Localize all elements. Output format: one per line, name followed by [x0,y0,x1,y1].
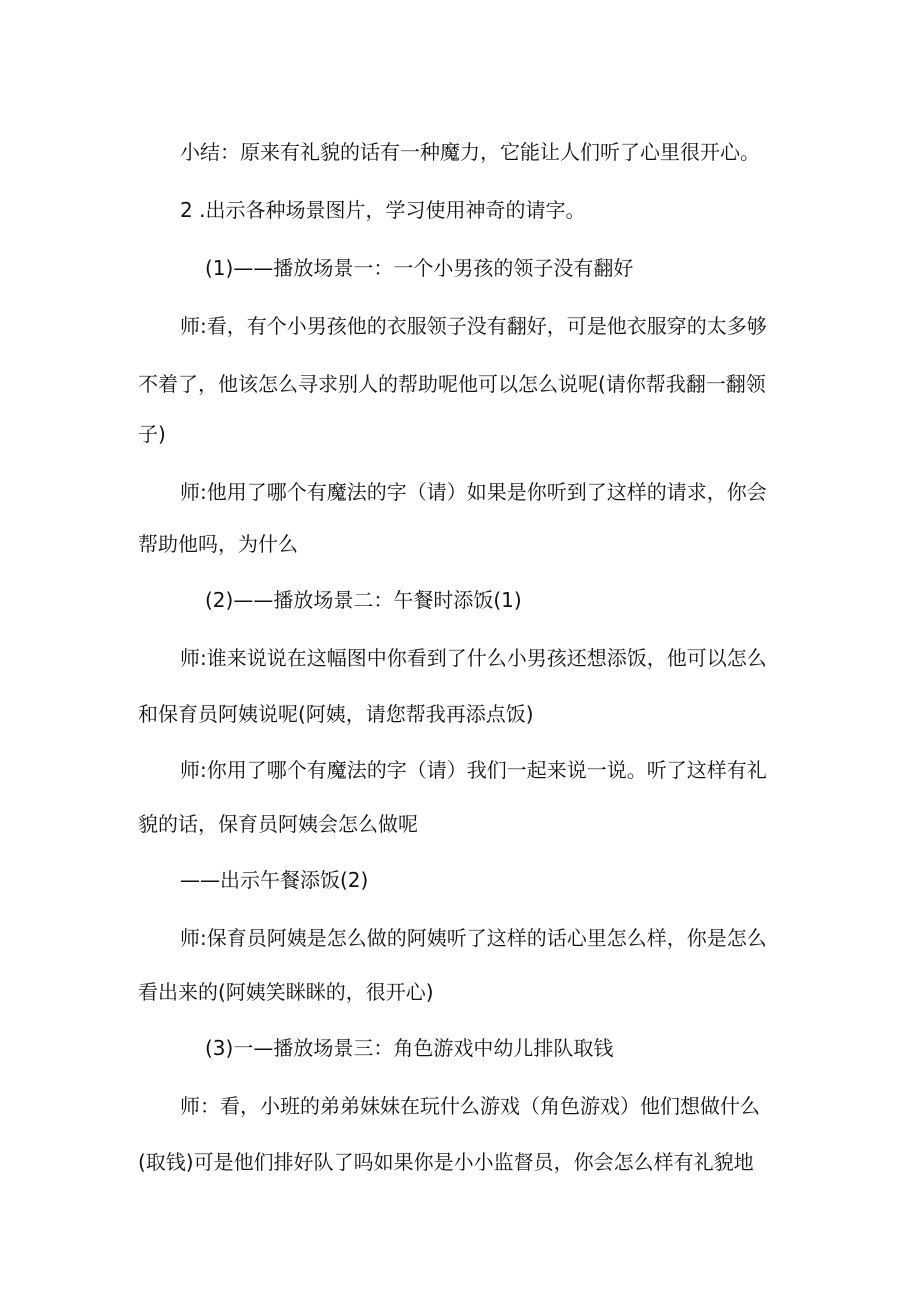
paragraph-line: 子) [138,422,166,446]
scene-3-heading: (3)一—播放场景三：角色游戏中幼儿排队取钱 [205,1036,614,1060]
scene-1-heading: (1)——播放场景一：一个小男孩的领子没有翻好 [205,256,634,280]
paragraph-line: 帮助他吗，为什么 [138,532,298,556]
paragraph-line: 师:保育员阿姨是怎么做的阿姨听了这样的话心里怎么样，你是怎么 [180,926,767,950]
paragraph-line: 师:你用了哪个有魔法的字（请）我们一起来说一说。听了这样有礼 [180,758,767,782]
paragraph-line: (取钱)可是他们排好队了吗如果你是小小监督员，你会怎么样有礼貌地 [138,1150,754,1174]
paragraph-line: 貌的话，保育员阿姨会怎么做呢 [138,812,418,836]
scene-2b-heading: ——出示午餐添饭(2) [180,868,369,892]
paragraph-line: 师:看，有个小男孩他的衣服领子没有翻好，可是他衣服穿的太多够 [180,314,767,338]
step-2-heading: 2 .出示各种场景图片，学习使用神奇的请字。 [180,198,586,222]
paragraph-line: 不着了，他该怎么寻求别人的帮助呢他可以怎么说呢(请你帮我翻一翻领 [138,372,766,396]
paragraph-line: 师:他用了哪个有魔法的字（请）如果是你听到了这样的请求，你会 [180,480,767,504]
paragraph-line: 师：看，小班的弟弟妹妹在玩什么游戏（角色游戏）他们想做什么 [180,1094,760,1118]
summary-line: 小结：原来有礼貌的话有一种魔力，它能让人们听了心里很开心。 [180,140,760,164]
paragraph-line: 和保育员阿姨说呢(阿姨，请您帮我再添点饭) [138,702,534,726]
paragraph-line: 看出来的(阿姨笑眯眯的，很开心) [138,980,434,1004]
paragraph-line: 师:谁来说说在这幅图中你看到了什么小男孩还想添饭，他可以怎么 [180,646,767,670]
scene-2-heading: (2)——播放场景二：午餐时添饭(1) [205,588,522,612]
